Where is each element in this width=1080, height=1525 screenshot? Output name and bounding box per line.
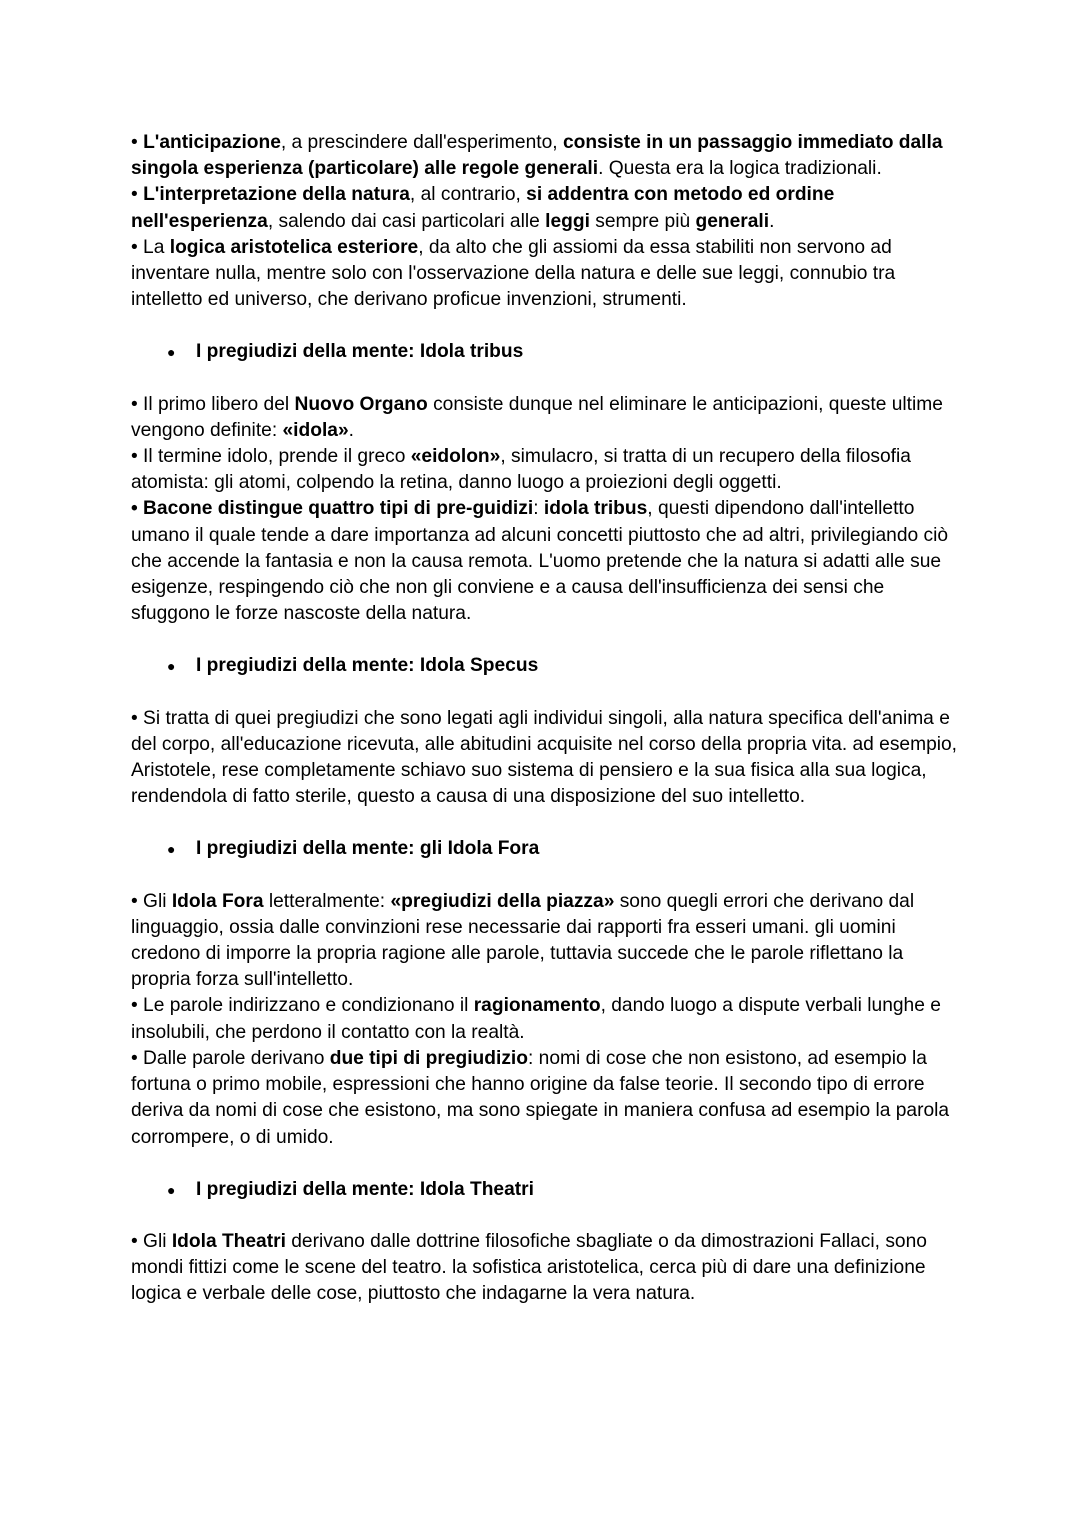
section-idola-fora xyxy=(131,836,961,1150)
text-run: sempre più xyxy=(589,210,696,232)
section-heading-text: I pregiudizi della mente: gli Idola Fora xyxy=(196,838,540,860)
bold-text: ragionamento xyxy=(473,995,601,1017)
paragraph xyxy=(131,993,961,1045)
section-heading-text: I pregiudizi della mente: Idola tribus xyxy=(196,341,524,363)
text-run: • Si tratta di quei pregiudizi che sono legati agli individui singoli, alla natura specifica dell'anima e del corpo, all'educazione ricevuta, alle abitudini acquisite nel corso della propria vita. ad esempio, Aristotele, rese completamente schiavo suo sistema di pensiero e la sua fisica alla sua logica, rendendola di fatto sterile, questo a causa di una disposizione del suo intelletto. xyxy=(131,707,958,808)
text-run: sono quegli errori che derivano dal linguaggio, ossia dalle convinzioni rese necessarie dai rapporti fra esseri umani. gli uomini credono di imporre la propria ragione alle parole, tuttavia succede che le parole riflettano la propria forza sull'intelletto. xyxy=(131,890,915,991)
text-run: derivano dalle dottrine filosofiche sbagliate o da dimostrazioni Fallaci, sono mondi fittizi come le scene del teatro. la sofistica aristotelica, cerca più di dare una definizione logica e verbale delle cose, piuttosto che indagarne la vera natura. xyxy=(131,1230,927,1305)
text-run: . xyxy=(348,419,354,441)
text-run: • Gli xyxy=(131,1230,172,1252)
bold-text: Nuovo Organo xyxy=(294,393,428,415)
section-heading-text: I pregiudizi della mente: Idola Specus xyxy=(196,655,539,677)
paragraph xyxy=(131,392,961,444)
section-idola-specus xyxy=(131,653,961,810)
text-run: • Dalle parole derivano xyxy=(131,1047,330,1069)
section-heading xyxy=(131,339,961,365)
text-run: . Questa era la logica tradizionali. xyxy=(598,158,882,180)
text-run: • Gli xyxy=(131,890,172,912)
bold-text: L'anticipazione xyxy=(143,132,281,153)
bold-text: generali xyxy=(695,210,770,232)
text-run: , a prescindere dall'esperimento, xyxy=(280,132,563,153)
text-run: : xyxy=(533,498,544,520)
text-run: , questi dipendono dall'intelletto umano il quale tende a dare importanza ad alcuni concetti piuttosto che ad altri, privilegiando ciò che accende la fantasia e non la causa remota. L'uomo pretende che la natura si adatti alle sue esigenze, respingendo ciò che non gli conviene e a causa dell'insufficienza dei sensi che sfuggono le forze nascoste della natura. xyxy=(131,498,949,625)
text-run: consiste dunque nel eliminare le anticipazioni, queste ultime vengono definite: xyxy=(131,393,943,441)
paragraph xyxy=(131,706,961,811)
text-run: : nomi di cose che non esistono, ad esempio la fortuna o primo mobile, espressioni che hanno origine da false teorie. Il secondo tipo di errore deriva da nomi di cose che esistono, ma sono spiegate in maniera confusa ad esempio la parola corrompere, o di umido. xyxy=(131,1047,950,1148)
text-run: , al contrario, xyxy=(409,184,527,206)
document-page xyxy=(131,130,961,1308)
text-run: , simulacro, si tratta di un recupero della filosofia atomista: gli atomi, colpendo la retina, danno luogo a proiezioni degli oggetti. xyxy=(131,446,911,494)
bold-text: Idola Theatri xyxy=(171,1230,286,1252)
text-run: • Le parole indirizzano e condizionano il xyxy=(131,995,474,1017)
bold-text: «pregiudizi della piazza» xyxy=(390,890,615,912)
paragraph xyxy=(131,496,961,627)
text-run: , da alto che gli assiomi da essa stabiliti non servono ad inventare nulla, mentre solo con l'osservazione della natura e delle sue leggi, connubio tra intelletto ed universo, che derivano proficue invenzioni, strumenti. xyxy=(131,236,896,311)
text-run: , salendo dai casi particolari alle xyxy=(267,210,546,232)
text-run: . xyxy=(769,210,775,232)
bold-text: logica aristotelica esteriore xyxy=(169,236,419,258)
bold-text: Idola Fora xyxy=(171,890,264,912)
section-heading xyxy=(131,836,961,862)
bold-text: «eidolon» xyxy=(410,446,501,468)
text-run: • La xyxy=(131,236,170,258)
text-run: • xyxy=(131,184,144,206)
text-run: • Il termine idolo, prende il greco xyxy=(131,446,411,468)
paragraph xyxy=(131,182,961,234)
bold-text: L'interpretazione della natura xyxy=(143,184,410,206)
bold-text: consiste in un passaggio immediato dalla singola esperienza (particolare) alle regole generali xyxy=(131,132,943,180)
bold-text: due tipi di pregiudizio xyxy=(329,1047,528,1069)
bold-text: idola tribus xyxy=(543,498,648,520)
bold-text: leggi xyxy=(545,210,590,232)
paragraph xyxy=(131,444,961,496)
paragraph xyxy=(131,130,961,182)
text-run: , dando luogo a dispute verbali lunghe e insolubili, che perdono il contatto con la realtà. xyxy=(131,995,941,1043)
bullet-icon: ● xyxy=(167,841,176,858)
paragraph xyxy=(131,1229,961,1308)
paragraph xyxy=(131,1046,961,1151)
paragraph xyxy=(131,889,961,994)
bold-text: «idola» xyxy=(282,419,349,441)
section-idola-theatri xyxy=(131,1177,961,1308)
bullet-icon: ● xyxy=(167,658,176,675)
section-heading-text: I pregiudizi della mente: Idola Theatri xyxy=(196,1178,534,1200)
section-idola-tribus xyxy=(131,339,961,627)
text-run: • Il primo libero del xyxy=(131,393,295,415)
intro-section xyxy=(131,130,961,313)
section-heading xyxy=(131,1177,961,1203)
bullet-icon: ● xyxy=(167,1181,176,1198)
paragraph xyxy=(131,235,961,314)
section-heading xyxy=(131,653,961,679)
text-run: letteralmente: xyxy=(263,890,391,912)
bold-text: si addentra con metodo ed ordine nell'esperienza xyxy=(131,184,835,232)
bullet-icon: ● xyxy=(167,344,176,361)
text-run: • xyxy=(131,132,144,153)
bold-text: • Bacone distingue quattro tipi di pre-guidizi xyxy=(131,498,534,520)
